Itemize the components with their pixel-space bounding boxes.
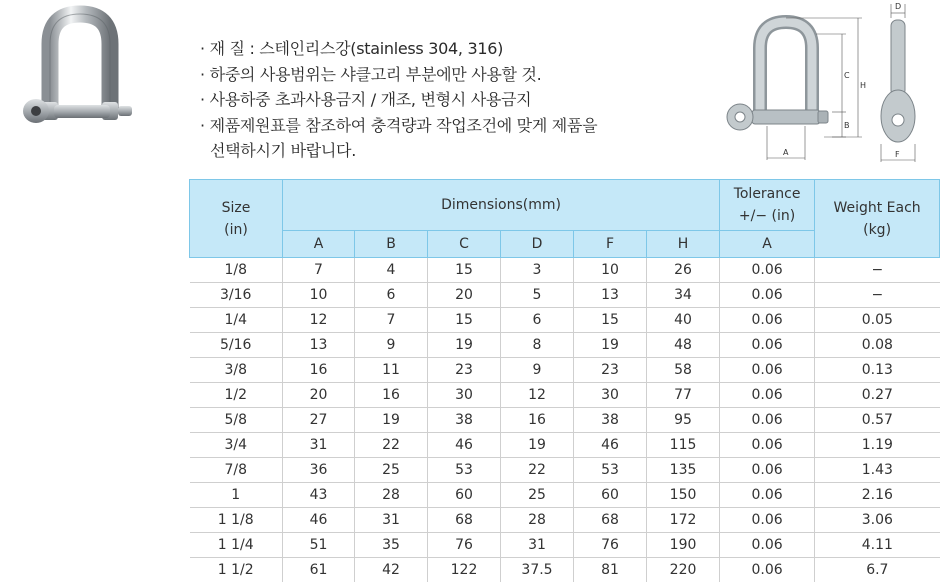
cell-b: 7: [355, 308, 428, 333]
cell-h: 172: [647, 508, 720, 533]
cell-size: 3/4: [190, 433, 283, 458]
cell-weight: 1.43: [815, 458, 940, 483]
cell-c: 15: [428, 258, 501, 283]
cell-h: 26: [647, 258, 720, 283]
note-overload: · 사용하중 초과사용금지 / 개조, 변형시 사용금지: [200, 90, 532, 109]
cell-b: 22: [355, 433, 428, 458]
header-dim-d: D: [501, 231, 574, 258]
note-spec-reference-cont: 선택하시기 바랍니다.: [210, 141, 356, 160]
cell-h: 220: [647, 558, 720, 583]
cell-b: 6: [355, 283, 428, 308]
cell-d: 6: [501, 308, 574, 333]
table-row: [190, 458, 940, 483]
cell-f: 68: [574, 508, 647, 533]
cell-b: 4: [355, 258, 428, 283]
table-row: [190, 283, 940, 308]
cell-f: 53: [574, 458, 647, 483]
cell-a: 31: [283, 433, 355, 458]
cell-tolerance: 0.06: [720, 308, 815, 333]
cell-b: 9: [355, 333, 428, 358]
cell-size: 1 1/4: [190, 533, 283, 558]
cell-h: 115: [647, 433, 720, 458]
cell-size: 1/4: [190, 308, 283, 333]
table-row: [190, 433, 940, 458]
header-size: [190, 180, 283, 258]
cell-c: 122: [428, 558, 501, 583]
table-row: [190, 483, 940, 508]
cell-f: 23: [574, 358, 647, 383]
cell-f: 19: [574, 333, 647, 358]
cell-b: 11: [355, 358, 428, 383]
header-dim-h: H: [647, 231, 720, 258]
table-row: [190, 258, 940, 283]
cell-h: 40: [647, 308, 720, 333]
cell-weight: 0.27: [815, 383, 940, 408]
cell-b: 31: [355, 508, 428, 533]
cell-a: 36: [283, 458, 355, 483]
cell-d: 31: [501, 533, 574, 558]
cell-h: 190: [647, 533, 720, 558]
cell-tolerance: 0.06: [720, 558, 815, 583]
cell-h: 135: [647, 458, 720, 483]
shackle-photo: [14, 4, 142, 136]
cell-b: 35: [355, 533, 428, 558]
header-weight: [815, 180, 940, 258]
cell-a: 61: [283, 558, 355, 583]
cell-c: 60: [428, 483, 501, 508]
drawing-label-a: A: [783, 148, 789, 157]
cell-f: 46: [574, 433, 647, 458]
cell-a: 12: [283, 308, 355, 333]
cell-size: 1 1/8: [190, 508, 283, 533]
cell-tolerance: 0.06: [720, 283, 815, 308]
table-row: [190, 308, 940, 333]
cell-tolerance: 0.06: [720, 458, 815, 483]
cell-size: 1: [190, 483, 283, 508]
cell-d: 28: [501, 508, 574, 533]
cell-a: 43: [283, 483, 355, 508]
table-row: [190, 358, 940, 383]
cell-b: 42: [355, 558, 428, 583]
cell-a: 46: [283, 508, 355, 533]
cell-weight: 0.57: [815, 408, 940, 433]
cell-weight: 0.05: [815, 308, 940, 333]
cell-f: 30: [574, 383, 647, 408]
header-dim-f: F: [574, 231, 647, 258]
cell-tolerance: 0.06: [720, 383, 815, 408]
cell-a: 16: [283, 358, 355, 383]
cell-c: 19: [428, 333, 501, 358]
cell-h: 150: [647, 483, 720, 508]
cell-tolerance: 0.06: [720, 258, 815, 283]
cell-d: 37.5: [501, 558, 574, 583]
note-material: · 재 질 : 스테인리스강(stainless 304, 316): [200, 39, 504, 58]
cell-b: 28: [355, 483, 428, 508]
header-tolerance-line1: Tolerance: [733, 186, 801, 202]
cell-c: 23: [428, 358, 501, 383]
cell-h: 58: [647, 358, 720, 383]
cell-size: 1/8: [190, 258, 283, 283]
cell-tolerance: 0.06: [720, 483, 815, 508]
cell-size: 1 1/2: [217, 562, 254, 578]
cell-c: 76: [428, 533, 501, 558]
note-spec-reference: · 제품제원표를 참조하여 충격량과 작업조건에 맞게 제품을: [200, 115, 598, 135]
cell-a: 20: [283, 383, 355, 408]
cell-weight: 6.7: [815, 558, 940, 583]
drawing-label-f: F: [895, 150, 900, 159]
header-dim-c: C: [428, 231, 501, 258]
cell-weight: 2.16: [815, 483, 940, 508]
cell-weight: 0.13: [815, 358, 940, 383]
cell-d: 19: [501, 433, 574, 458]
cell-a: 13: [283, 333, 355, 358]
cell-a: 27: [283, 408, 355, 433]
header-dim-b: B: [355, 231, 428, 258]
cell-h: 48: [647, 333, 720, 358]
cell-h: 95: [647, 408, 720, 433]
cell-weight: 4.11: [815, 533, 940, 558]
cell-f: 60: [574, 483, 647, 508]
cell-c: 15: [428, 308, 501, 333]
usage-notes: [200, 36, 597, 164]
cell-size: 1/2: [190, 383, 283, 408]
cell-a: 7: [283, 258, 355, 283]
cell-b: 16: [355, 383, 428, 408]
table-row: [190, 558, 940, 583]
drawing-label-h: H: [860, 81, 867, 90]
cell-size: 7/8: [190, 458, 283, 483]
cell-size: 3/16: [190, 283, 283, 308]
cell-d: 3: [501, 258, 574, 283]
header-weight-line1: Weight Each: [833, 199, 921, 216]
cell-f: 10: [574, 258, 647, 283]
cell-f: 13: [574, 283, 647, 308]
cell-c: 20: [428, 283, 501, 308]
cell-c: 30: [428, 383, 501, 408]
header-dimensions: Dimensions(mm): [283, 180, 720, 231]
cell-c: 38: [428, 408, 501, 433]
cell-tolerance: 0.06: [720, 358, 815, 383]
cell-c: 53: [428, 458, 501, 483]
cell-a: 10: [283, 283, 355, 308]
cell-b: 19: [355, 408, 428, 433]
cell-f: 81: [574, 558, 647, 583]
cell-tolerance: 0.06: [720, 408, 815, 433]
spec-table-body: [190, 258, 940, 583]
header-dim-a: A: [283, 231, 355, 258]
cell-c: 68: [428, 508, 501, 533]
cell-d: 25: [501, 483, 574, 508]
table-row: [190, 383, 940, 408]
cell-h: 34: [647, 283, 720, 308]
cell-f: 38: [574, 408, 647, 433]
drawing-label-d: D: [895, 2, 902, 11]
cell-size: 3/8: [190, 358, 283, 383]
cell-tolerance: 0.06: [720, 508, 815, 533]
cell-c: 46: [428, 433, 501, 458]
drawing-label-c: C: [844, 71, 850, 80]
cell-d: 16: [501, 408, 574, 433]
cell-weight: −: [815, 258, 940, 283]
cell-a: 51: [283, 533, 355, 558]
drawing-label-b: B: [844, 121, 850, 130]
header-tolerance: [720, 180, 815, 231]
spec-table: [189, 179, 940, 582]
header-size-line2: (in): [224, 221, 248, 238]
cell-d: 22: [501, 458, 574, 483]
cell-d: 5: [501, 283, 574, 308]
cell-weight: −: [815, 283, 940, 308]
cell-d: 8: [501, 333, 574, 358]
header-size-line1: Size: [221, 199, 251, 216]
header-weight-line2: (kg): [863, 221, 892, 238]
cell-h: 77: [647, 383, 720, 408]
table-row: [190, 533, 940, 558]
cell-f: 15: [574, 308, 647, 333]
cell-d: 12: [501, 383, 574, 408]
cell-f: 76: [574, 533, 647, 558]
header-tolerance-a: A: [720, 231, 815, 258]
dimension-drawing: [712, 0, 938, 172]
cell-tolerance: 0.06: [720, 333, 815, 358]
cell-tolerance: 0.06: [720, 433, 815, 458]
cell-d: 9: [501, 358, 574, 383]
cell-b: 25: [355, 458, 428, 483]
cell-weight: 1.19: [815, 433, 940, 458]
table-row: [190, 508, 940, 533]
cell-weight: 3.06: [815, 508, 940, 533]
cell-size: 5/16: [190, 333, 283, 358]
cell-size: 5/8: [190, 408, 283, 433]
cell-weight: 0.08: [815, 333, 940, 358]
note-load-range: · 하중의 사용범위는 샤클고리 부분에만 사용할 것.: [200, 64, 542, 84]
table-row: [190, 408, 940, 433]
cell-tolerance: 0.06: [720, 533, 815, 558]
table-row: [190, 333, 940, 358]
header-tolerance-line2: +/− (in): [738, 208, 796, 224]
